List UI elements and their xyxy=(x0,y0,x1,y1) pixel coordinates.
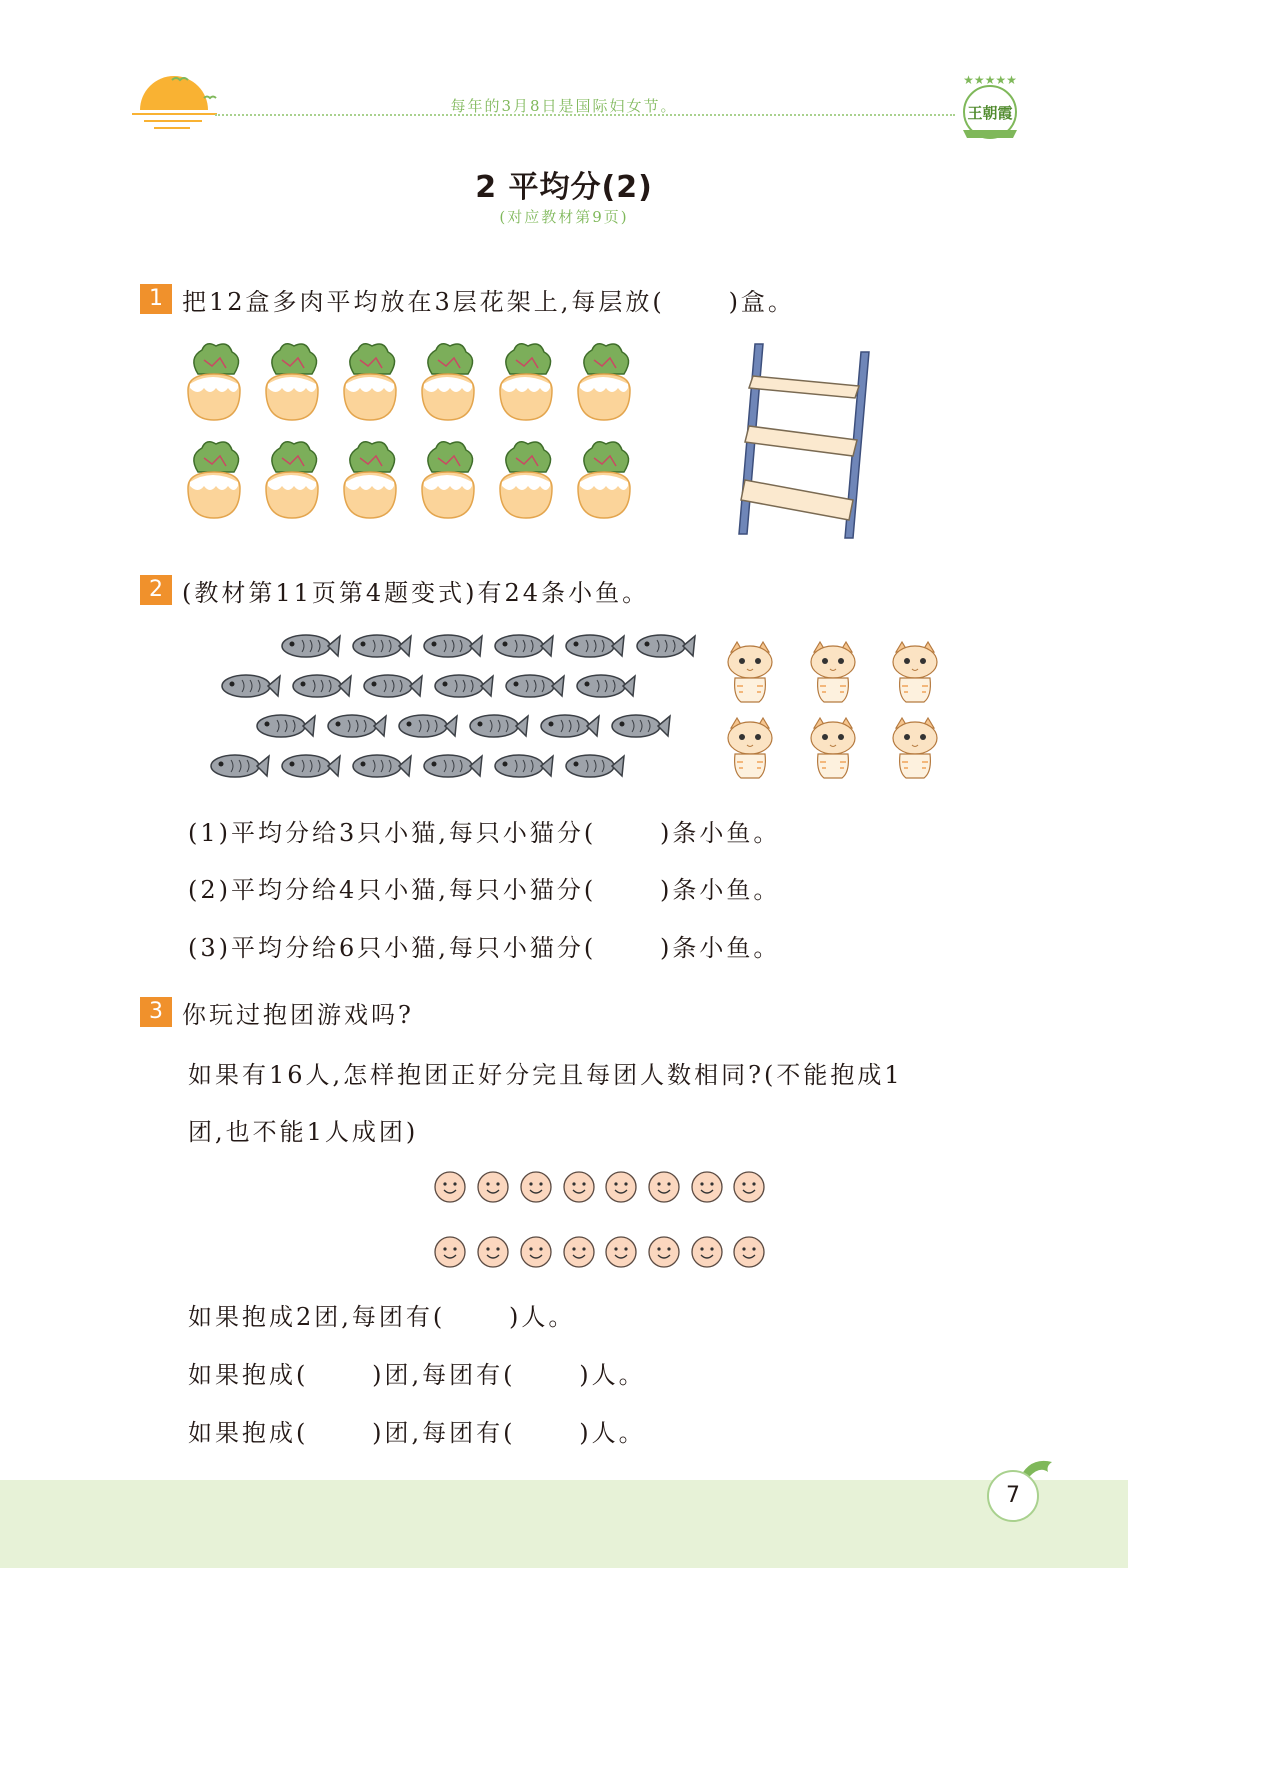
question-3-paragraph-1: 如果有16人,怎样抱团正好分完且每团人数相同?(不能抱成1 xyxy=(188,1061,903,1089)
page-number: 7 xyxy=(987,1470,1039,1522)
question-3-paragraph-2: 团,也不能1人成团) xyxy=(188,1118,419,1146)
question-1-text: 把12盒多肉平均放在3层花架上,每层放( )盒。 xyxy=(182,288,795,316)
brand-logo xyxy=(955,70,1025,145)
logo-text: 王朝霞 xyxy=(967,104,1013,122)
question-3-text: 你玩过抱团游戏吗? xyxy=(182,1001,414,1029)
question-3-answer-2: 如果抱成( )团,每团有( )人。 xyxy=(188,1361,646,1389)
question-2-sub-3: (3)平均分给6只小猫,每只小猫分( )条小鱼。 xyxy=(188,934,781,962)
question-2-sub-2: (2)平均分给4只小猫,每只小猫分( )条小鱼。 xyxy=(188,876,781,904)
header-tip: 每年的3月8日是国际妇女节。 xyxy=(450,97,678,115)
question-3-answer-1: 如果抱成2团,每团有( )人。 xyxy=(188,1303,576,1331)
flower-shelf-image xyxy=(735,340,875,540)
question-3-answer-3: 如果抱成( )团,每团有( )人。 xyxy=(188,1419,646,1447)
svg-text:★★★★★: ★★★★★ xyxy=(963,73,1017,87)
question-2-sub-1: (1)平均分给3只小猫,每只小猫分( )条小鱼。 xyxy=(188,819,781,847)
question-number-1: 1 xyxy=(140,284,172,314)
page-title: 2 平均分(2) xyxy=(475,170,653,205)
kittens-image xyxy=(718,638,948,783)
question-number-2: 2 xyxy=(140,575,172,605)
fish-image xyxy=(205,628,705,788)
page-subtitle: (对应教材第9页) xyxy=(499,208,629,226)
footer-band xyxy=(0,1480,1128,1568)
smiley-faces-image xyxy=(430,1168,775,1274)
question-2-text: (教材第11页第4题变式)有24条小鱼。 xyxy=(182,579,650,607)
question-number-3: 3 xyxy=(140,997,172,1027)
succulent-pots-image xyxy=(180,340,640,535)
